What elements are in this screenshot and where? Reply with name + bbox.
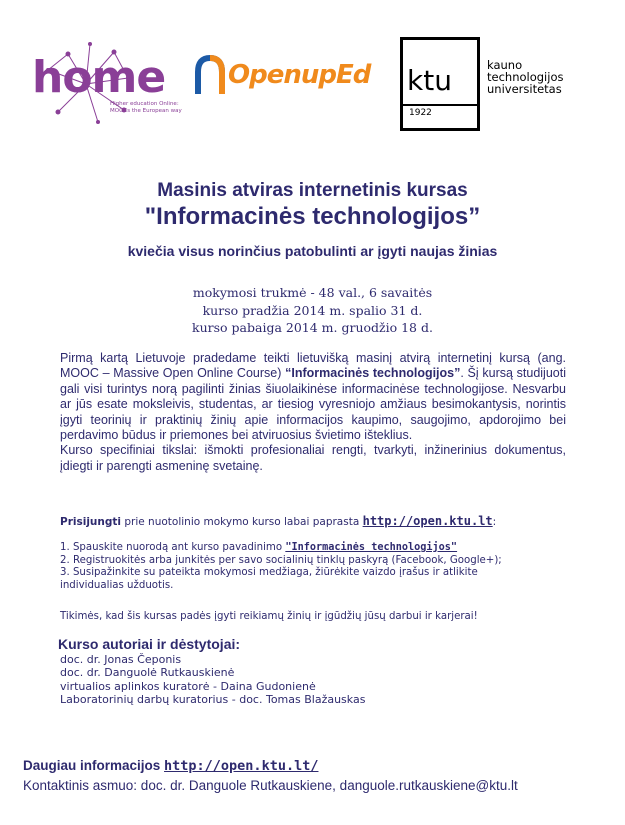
steps-list [60, 542, 502, 592]
list-item: individualias užduotis. [60, 579, 174, 591]
join-instructions: Prisijungti prie nuotolinio mokymo kurso labai paprasta http://open.ktu.lt: [60, 514, 497, 528]
authors-heading: Kurso autoriai ir dėstytojai: [58, 636, 241, 652]
course-duration: mokymosi trukmė - 48 val., 6 savaitės [192, 285, 433, 300]
course-title: "Informacinės technologijos” [144, 203, 481, 230]
intro-paragraph: Pirmą kartą Lietuvoje pradedame teikti lietuvišką masinį atvirą internetinį kursą (ang. MOOC – Massive Open Online Course) “Informacinės technologijos”. Šį kursą studijuoti gali visi turintys norą pagilinti žinias šiuolaikinėse informacinėse technologijose. Nesvarbu ar jūs esate moksleivis, studentas, ar tiesiog vyresniojo amžiaus besimokantysis, norintis įgyti teorinių ir praktinių žinių apie informacijos kaupimo, saugojimo, apdorojimo bei perdavimo būdus ir priemones bei atviruosius švietimo išteklius. [60, 351, 566, 443]
list-item: 2. Registruokitės arba junkitės per savo socialinių tinklų paskyrą (Facebook, Google+); [60, 554, 502, 566]
openuped-logo [194, 52, 384, 102]
more-info-link[interactable]: http://open.ktu.lt/ [164, 758, 319, 774]
ktu-logo-name: kauno technologijos universitetas [487, 58, 564, 96]
list-item: Laboratorinių darbų kuratorius - doc. Tomas Blažauskas [60, 692, 366, 706]
intro-text [60, 351, 566, 474]
list-item: doc. dr. Jonas Čeponis [60, 653, 182, 666]
list-item: virtualios aplinkos kuratorė - Daina Gudonienė [60, 679, 316, 693]
intro-goals: Kurso specifiniai tikslai: išmokti profesionaliai rengti, tvarkyti, inžinerinius dokumentus, įdiegti ir parengti asmeninę svetainę. [60, 443, 566, 473]
ktu-logo-divider [403, 104, 477, 106]
join-label: Prisijungti [60, 516, 122, 528]
more-info [23, 758, 318, 774]
course-end: kurso pabaiga 2014 m. gruodžio 18 d. [192, 320, 433, 335]
course-schedule [0, 284, 625, 337]
list-item: doc. dr. Danguolė Rutkauskienė [60, 666, 235, 680]
join-link[interactable]: http://open.ktu.lt [362, 514, 493, 528]
course-start: kurso pradžia 2014 m. spalio 31 d. [202, 302, 423, 318]
ktu-logo-year: 1922 [409, 108, 432, 118]
openuped-logo-word: OpenupEd [228, 60, 371, 90]
list-item: 1. Spauskite nuorodą ant kurso pavadinimo "Informacinės technologijos" [60, 542, 458, 553]
contact-person: Kontaktinis asmuo: doc. dr. Danguole Rutkauskiene, danguole.rutkauskiene@ktu.lt [23, 778, 518, 793]
ktu-logo-box [400, 37, 480, 131]
intro-course-name: “Informacinės technologijos” [285, 366, 461, 381]
course-link[interactable]: "Informacinės technologijos" [285, 542, 458, 553]
closing-note: Tikimės, kad šis kursas padės įgyti reikiamų žinių ir įgūdžių jūsų darbui ir karjerai! [60, 611, 478, 622]
authors-list [60, 653, 365, 706]
home-logo-word: home [32, 52, 166, 103]
more-info-label: Daugiau informacijos [23, 758, 165, 773]
ktu-logo-abbr: ktu [407, 64, 452, 97]
home-logo [28, 40, 198, 125]
openuped-arch-icon [194, 54, 226, 98]
home-logo-tagline: Higher education Online: MOOCs the European way [110, 101, 182, 114]
list-item: 3. Susipažinkite su pateikta mokymosi medžiaga, žiūrėkite vaizdo įrašus ir atlikite [60, 567, 478, 579]
invitation-subtitle: kviečia visus norinčius patobulinti ar įgyti naujas žinias [127, 243, 498, 259]
ktu-logo [400, 37, 600, 129]
page-title: Masinis atviras internetinis kursas [157, 180, 468, 201]
